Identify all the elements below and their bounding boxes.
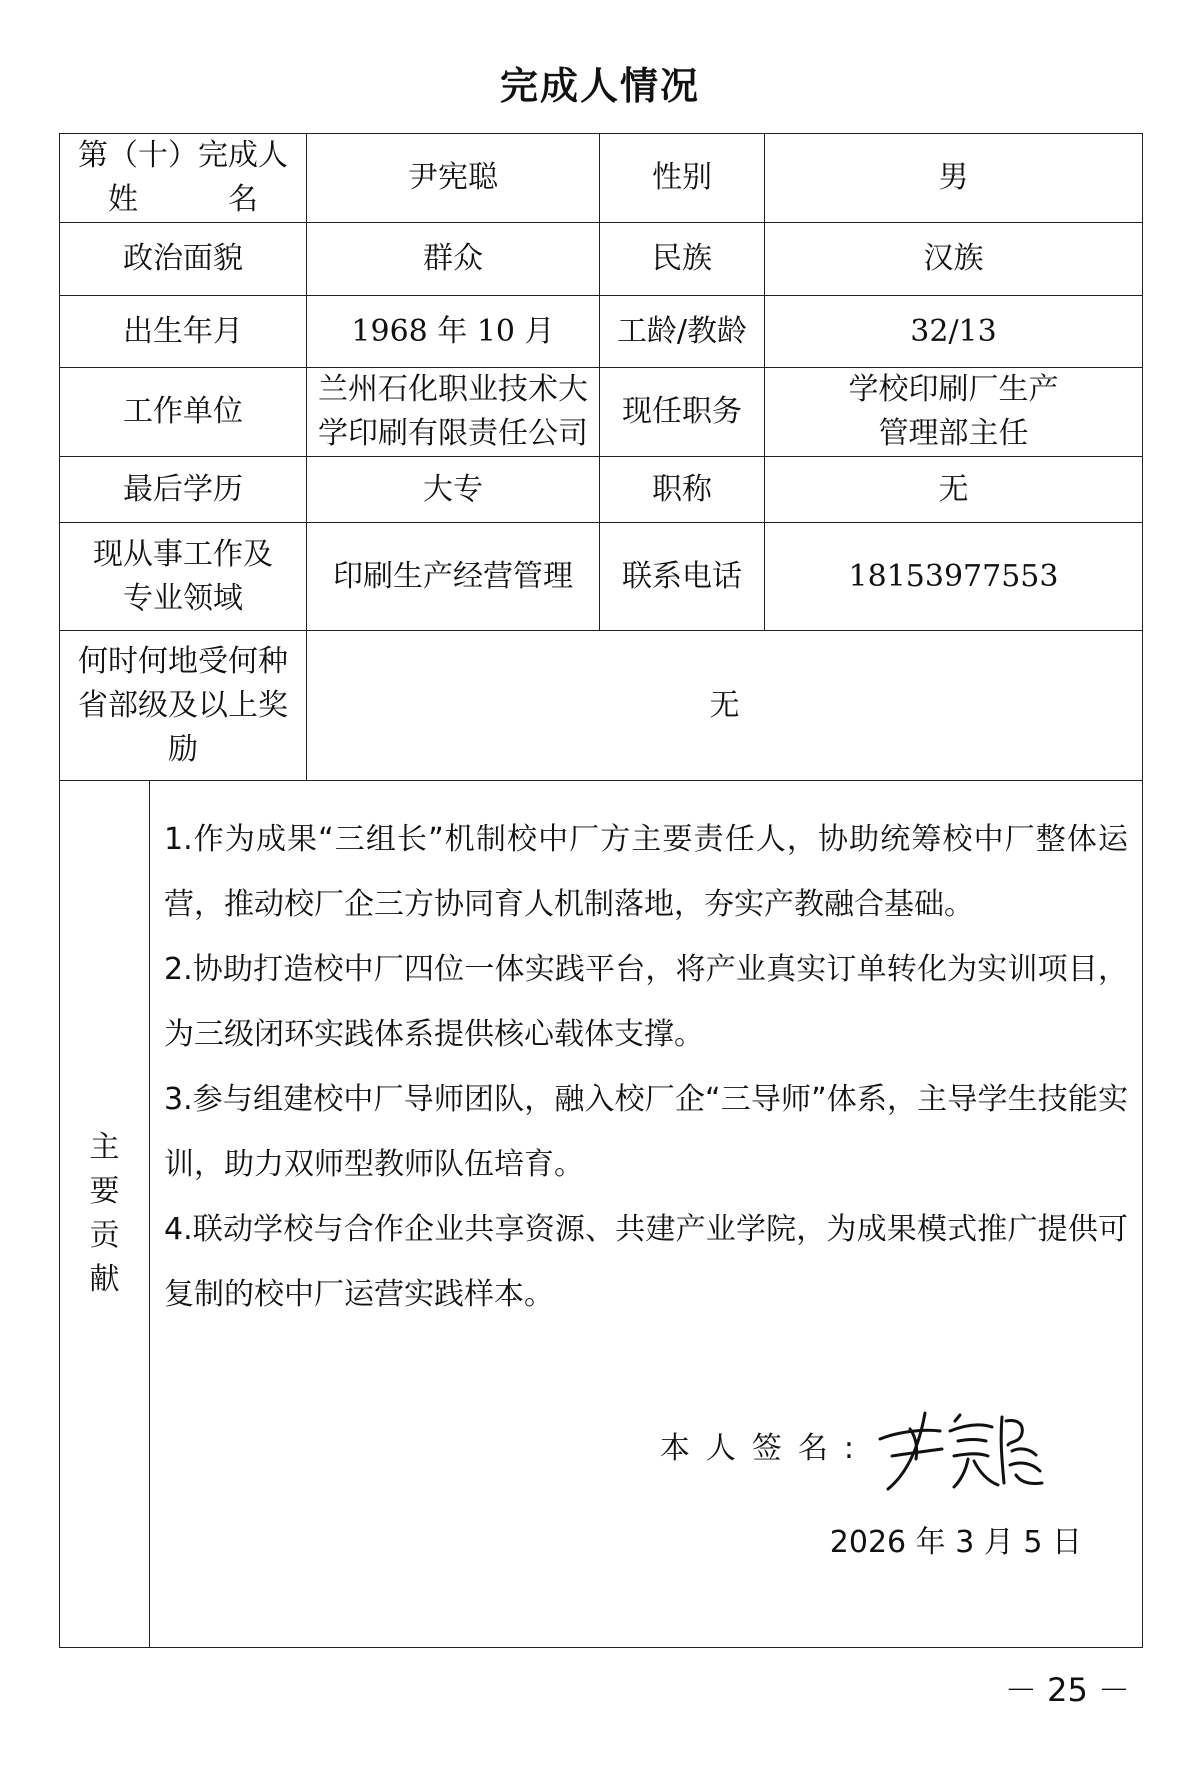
contributions-label — [60, 781, 150, 1648]
phone-value: 18153977553 — [765, 523, 1143, 631]
name-label — [60, 134, 307, 223]
award-label-line1: 何时何地受何种 — [78, 643, 288, 679]
gender-label: 性别 — [600, 134, 765, 223]
signature-date: 2026 年 3 月 5 日 — [829, 1525, 1082, 1560]
ethnicity-label: 民族 — [600, 223, 765, 296]
birth-label: 出生年月 — [60, 296, 307, 368]
contributions-label-char: 献 — [89, 1262, 120, 1297]
ethnicity-value: 汉族 — [765, 223, 1143, 296]
signature-row — [660, 1401, 1050, 1496]
page-number: － 25 － — [1004, 1671, 1130, 1709]
field-label-line2: 专业领域 — [123, 580, 243, 616]
political-label: 政治面貌 — [60, 223, 307, 296]
employer-value-line2: 学印刷有限责任公司 — [318, 416, 588, 451]
seniority-value: 32/13 — [765, 296, 1143, 368]
position-label: 现任职务 — [600, 368, 765, 457]
position-value-line2: 管理部主任 — [878, 416, 1029, 451]
gender-value: 男 — [765, 134, 1143, 223]
page-title: 完成人情况 — [499, 64, 700, 108]
education-value: 大专 — [307, 457, 600, 523]
seniority-label: 工龄/教龄 — [600, 296, 765, 368]
political-value: 群众 — [307, 223, 600, 296]
award-label-line2: 省部级及以上奖励 — [78, 687, 288, 767]
row-name — [60, 134, 1143, 223]
row-birth — [60, 296, 1143, 368]
employer-label: 工作单位 — [60, 368, 307, 457]
employer-value-line1: 兰州石化职业技术大 — [318, 372, 588, 407]
row-employer — [60, 368, 1143, 457]
personnel-info-table — [59, 133, 1143, 1648]
field-value: 印刷生产经营管理 — [307, 523, 600, 631]
birth-value: 1968 年 10 月 — [307, 296, 600, 368]
row-contributions — [60, 781, 1143, 1648]
award-value: 无 — [307, 631, 1143, 781]
award-label — [60, 631, 307, 781]
contribution-item: 3.参与组建校中厂导师团队，融入校厂企“三导师”体系，主导学生技能实训，助力双师型教师队伍培育。 — [164, 1082, 1128, 1182]
contributions-label-char: 主 — [89, 1130, 120, 1165]
education-label: 最后学历 — [60, 457, 307, 523]
field-label-line1: 现从事工作及 — [93, 536, 273, 572]
contributions-label-char: 贡 — [89, 1218, 120, 1253]
phone-label: 联系电话 — [600, 523, 765, 631]
name-label-line1: 第（十）完成人 — [78, 138, 288, 173]
row-education — [60, 457, 1143, 523]
title-value: 无 — [765, 457, 1143, 523]
position-value-line1: 学校印刷厂生产 — [848, 372, 1059, 407]
contribution-item: 1.作为成果“三组长”机制校中厂方主要责任人，协助统筹校中厂整体运营，推动校厂企三方协同育人机制落地，夯实产教融合基础。 — [164, 822, 1128, 922]
signature-label: 本人签名: — [659, 1430, 870, 1466]
position-value — [765, 368, 1143, 457]
name-value: 尹宪聪 — [307, 134, 600, 223]
name-label-line2: 姓 名 — [108, 182, 258, 217]
contribution-item: 4.联动学校与合作企业共享资源、共建产业学院，为成果模式推广提供可复制的校中厂运营实践样本。 — [164, 1212, 1128, 1312]
contribution-item: 2.协助打造校中厂四位一体实践平台，将产业真实订单转化为实训项目，为三级闭环实践体系提供核心载体支撑。 — [164, 952, 1128, 1052]
row-field — [60, 523, 1143, 631]
handwritten-signature — [870, 1401, 1050, 1496]
row-political — [60, 223, 1143, 296]
field-label — [60, 523, 307, 631]
employer-value — [307, 368, 600, 457]
contributions-label-char: 要 — [89, 1174, 120, 1209]
row-award — [60, 631, 1143, 781]
contributions-body — [150, 781, 1143, 1648]
title-label: 职称 — [600, 457, 765, 523]
